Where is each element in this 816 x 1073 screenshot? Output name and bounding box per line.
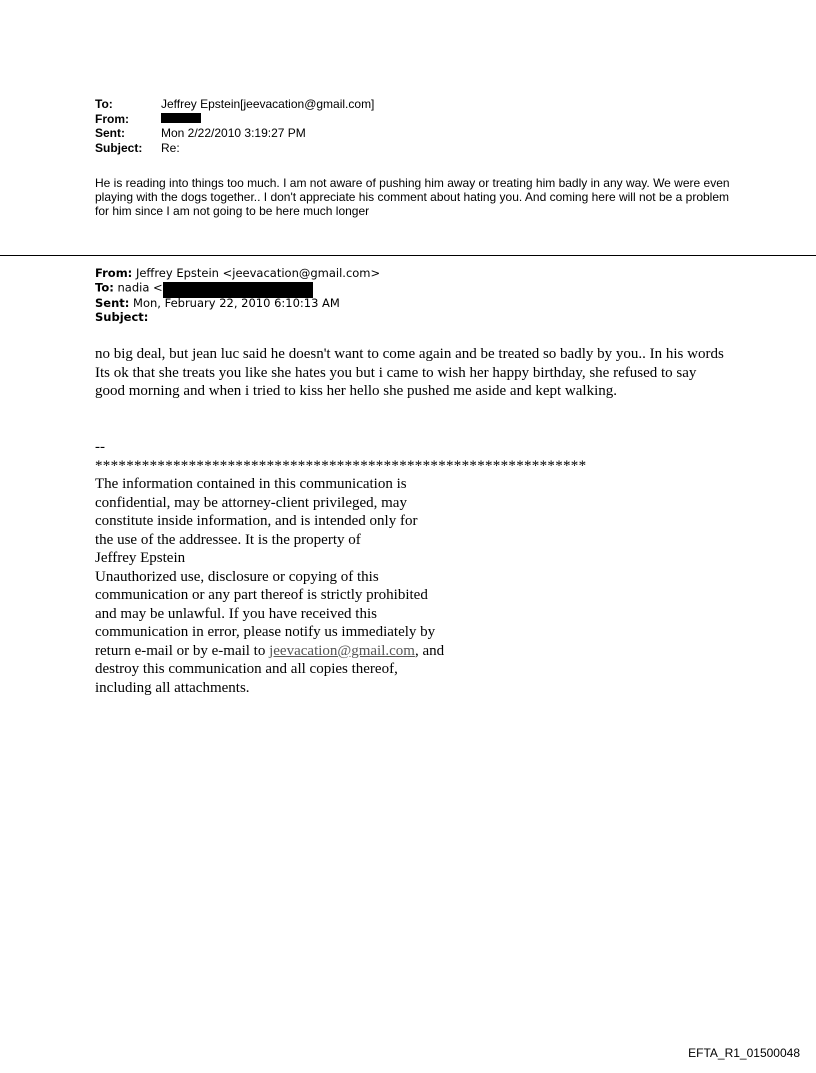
disclaimer-line: destroy this communication and all copies thereof, [95, 661, 398, 677]
subject-line [95, 310, 380, 324]
document-id: EFTA_R1_01500048 [688, 1046, 800, 1060]
from-row [95, 112, 374, 127]
disclaimer-line: constitute inside information, and is intended only for [95, 513, 418, 529]
from-label: From: [95, 266, 133, 280]
disclaimer-line: Unauthorized use, disclosure or copying of this [95, 568, 379, 585]
redaction-box [161, 113, 201, 123]
to-value: Jeffrey Epstein[jeevacation@gmail.com] [161, 97, 375, 111]
subject-label: Subject: [95, 140, 143, 155]
to-label: To: [95, 280, 114, 295]
sent-label: Sent: [95, 296, 130, 310]
subject-label: Subject: [95, 310, 149, 324]
sent-row [95, 126, 374, 141]
disclaimer-line: the use of the addressee. It is the property of [95, 531, 361, 548]
disclaimer-line: communication or any part thereof is strictly prohibited [95, 587, 428, 603]
reply-body: He is reading into things too much. I am not aware of pushing him away or treating him badly in any way. We were even playing with the dogs together.. I don't appreciate his comment about hating you. And coming here will not be a problem for him since I am not going to be here much longer [95, 176, 730, 219]
disclaimer-line: and may be unlawful. If you have received this [95, 605, 377, 622]
disclaimer-line-with-link [95, 642, 585, 661]
sent-value: Mon 2/22/2010 3:19:27 PM [161, 126, 306, 140]
message-divider [0, 255, 816, 256]
to-label: To: [95, 97, 113, 111]
return-suffix: , and [414, 642, 445, 659]
subject-row [95, 141, 374, 156]
disclaimer-line: communication in error, please notify us immediately by [95, 624, 436, 640]
email-link[interactable]: jeevacation@gmail.com [269, 642, 415, 659]
email-disclaimer [95, 438, 585, 697]
disclaimer-line: including all attachments. [95, 679, 250, 696]
to-line [95, 280, 380, 296]
disclaimer-line: confidential, may be attorney-client privileged, may [95, 494, 407, 511]
sent-line [95, 296, 380, 310]
from-line [95, 266, 380, 280]
disclaimer-line: The information contained in this communication is [95, 476, 407, 492]
subject-value: Re: [161, 140, 180, 155]
to-row [95, 97, 374, 112]
original-body: no big deal, but jean luc said he doesn't want to come again and be treated so badly by you.. In his words Its ok that she treats you like she hates you but i came to wish her happy birthday, she refused to say good morning and when i tried to kiss her hello she pushed me aside and kept walking. [95, 346, 724, 399]
reply-header [95, 97, 374, 155]
signature-dashes: -- [95, 439, 105, 455]
original-header [95, 266, 380, 324]
sent-label: Sent: [95, 126, 125, 140]
to-value: nadia < [117, 280, 163, 295]
signature-stars: *************************************************************** [95, 457, 587, 474]
sent-value: Mon, February 22, 2010 6:10:13 AM [133, 296, 340, 310]
from-label: From: [95, 111, 129, 126]
disclaimer-line: Jeffrey Epstein [95, 550, 186, 566]
from-value: Jeffrey Epstein <jeevacation@gmail.com> [135, 266, 381, 280]
return-prefix: return e-mail or by e-mail to [95, 642, 270, 659]
